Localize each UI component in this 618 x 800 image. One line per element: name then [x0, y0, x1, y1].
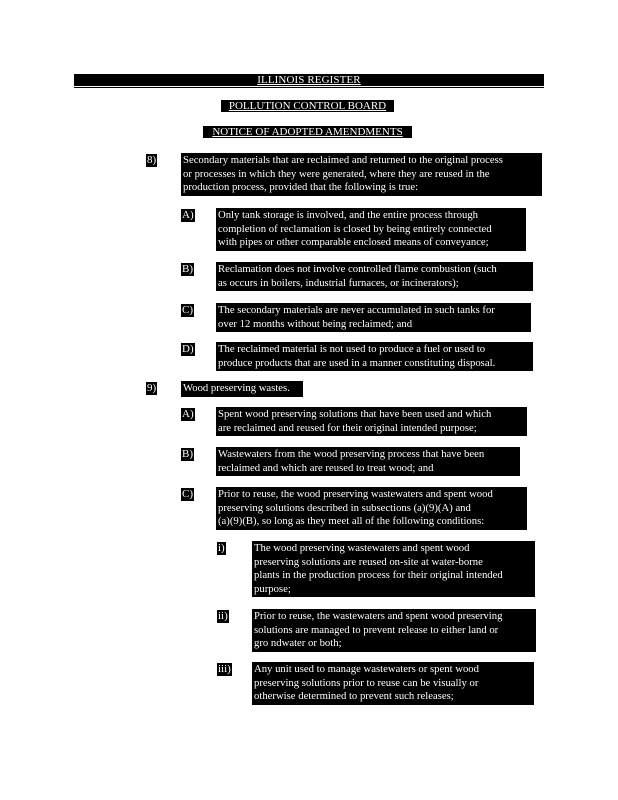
notice-title: NOTICE OF ADOPTED AMENDMENTS: [203, 126, 412, 138]
text-line: The secondary materials are never accumulated in such tanks for: [218, 304, 495, 316]
item-marker: B): [182, 263, 193, 275]
text-line: Secondary materials that are reclaimed and returned to the original process: [183, 154, 503, 166]
text-line: gro ndwater or both;: [254, 637, 342, 649]
item-text: [216, 208, 526, 251]
text-line: with pipes or other comparable enclosed means of conveyance;: [218, 236, 489, 248]
item-marker: C): [182, 304, 193, 316]
item-marker: D): [182, 343, 194, 355]
text-line: Spent wood preserving solutions that have been used and which: [218, 408, 492, 420]
text-line: The wood preserving wastewaters and spent wood: [254, 542, 470, 554]
item-text: [216, 487, 527, 530]
item-text: [216, 303, 531, 332]
text-line: Only tank storage is involved, and the entire process through: [218, 209, 479, 221]
text-line: (a)(9)(B), so long as they meet all of the following conditions:: [218, 515, 485, 527]
text-line: otherwise determined to prevent such releases;: [254, 690, 454, 702]
text-line: Prior to reuse, the wood preserving wastewaters and spent wood: [218, 488, 493, 500]
item-marker: ii): [218, 610, 228, 622]
text-line: completion of reclamation is closed by being entirely connected: [218, 222, 492, 235]
header-bar: [74, 74, 544, 86]
item-text: [252, 662, 534, 705]
item-marker: 9): [147, 382, 157, 394]
item-text: [216, 447, 520, 476]
text-line: Reclamation does not involve controlled flame combustion (such: [218, 263, 497, 275]
text-line: The reclaimed material is not used to produce a fuel or used to: [218, 343, 486, 355]
text-line: purpose;: [254, 582, 291, 595]
item-text: [252, 541, 535, 597]
item-marker: A): [182, 408, 194, 420]
header-rule: [74, 87, 544, 88]
text-line: preserving solutions described in subsections (a)(9)(A) and: [218, 501, 471, 514]
text-line: Any unit used to manage wastewaters or spent wood: [254, 663, 479, 675]
board-title: POLLUTION CONTROL BOARD: [221, 100, 394, 112]
text-line: production process, provided that the following is true:: [183, 181, 419, 193]
text-line: Wastewaters from the wood preserving process that have been: [218, 448, 485, 460]
text-line: preserving solutions prior to reuse can be visually or: [254, 676, 479, 689]
text-line: produce products that are used in a manner constituting disposal.: [218, 356, 496, 369]
item-text: [252, 609, 536, 652]
text-line: preserving solutions are reused on-site at water-borne: [254, 555, 483, 568]
text-line: over 12 months without being reclaimed; and: [218, 317, 413, 330]
text-line: as occurs in boilers, industrial furnaces, or incinerators);: [218, 276, 459, 289]
item-marker: iii): [218, 663, 231, 675]
item-text: [216, 342, 533, 371]
text-line: plants in the production process for their original intended: [254, 569, 503, 581]
item-text: [216, 262, 533, 291]
item-text: [181, 381, 303, 397]
text-line: Prior to reuse, the wastewaters and spent wood preserving: [254, 610, 503, 622]
text-line: Wood preserving wastes.: [183, 382, 290, 394]
item-marker: C): [182, 488, 193, 500]
text-line: or processes in which they were generated, where they are reused in the: [183, 167, 490, 180]
text-line: solutions are managed to prevent release to either land or: [254, 623, 499, 636]
item-marker: A): [182, 209, 194, 221]
item-marker: B): [182, 448, 193, 460]
item-marker: 8): [147, 154, 157, 166]
text-line: reclaimed and which are reused to treat wood; and: [218, 461, 434, 474]
item-marker: i): [218, 542, 225, 554]
text-line: are reclaimed and reused for their original intended purpose;: [218, 421, 477, 434]
register-title: ILLINOIS REGISTER: [257, 74, 361, 86]
item-text: [216, 407, 527, 436]
item-text: [181, 153, 542, 196]
